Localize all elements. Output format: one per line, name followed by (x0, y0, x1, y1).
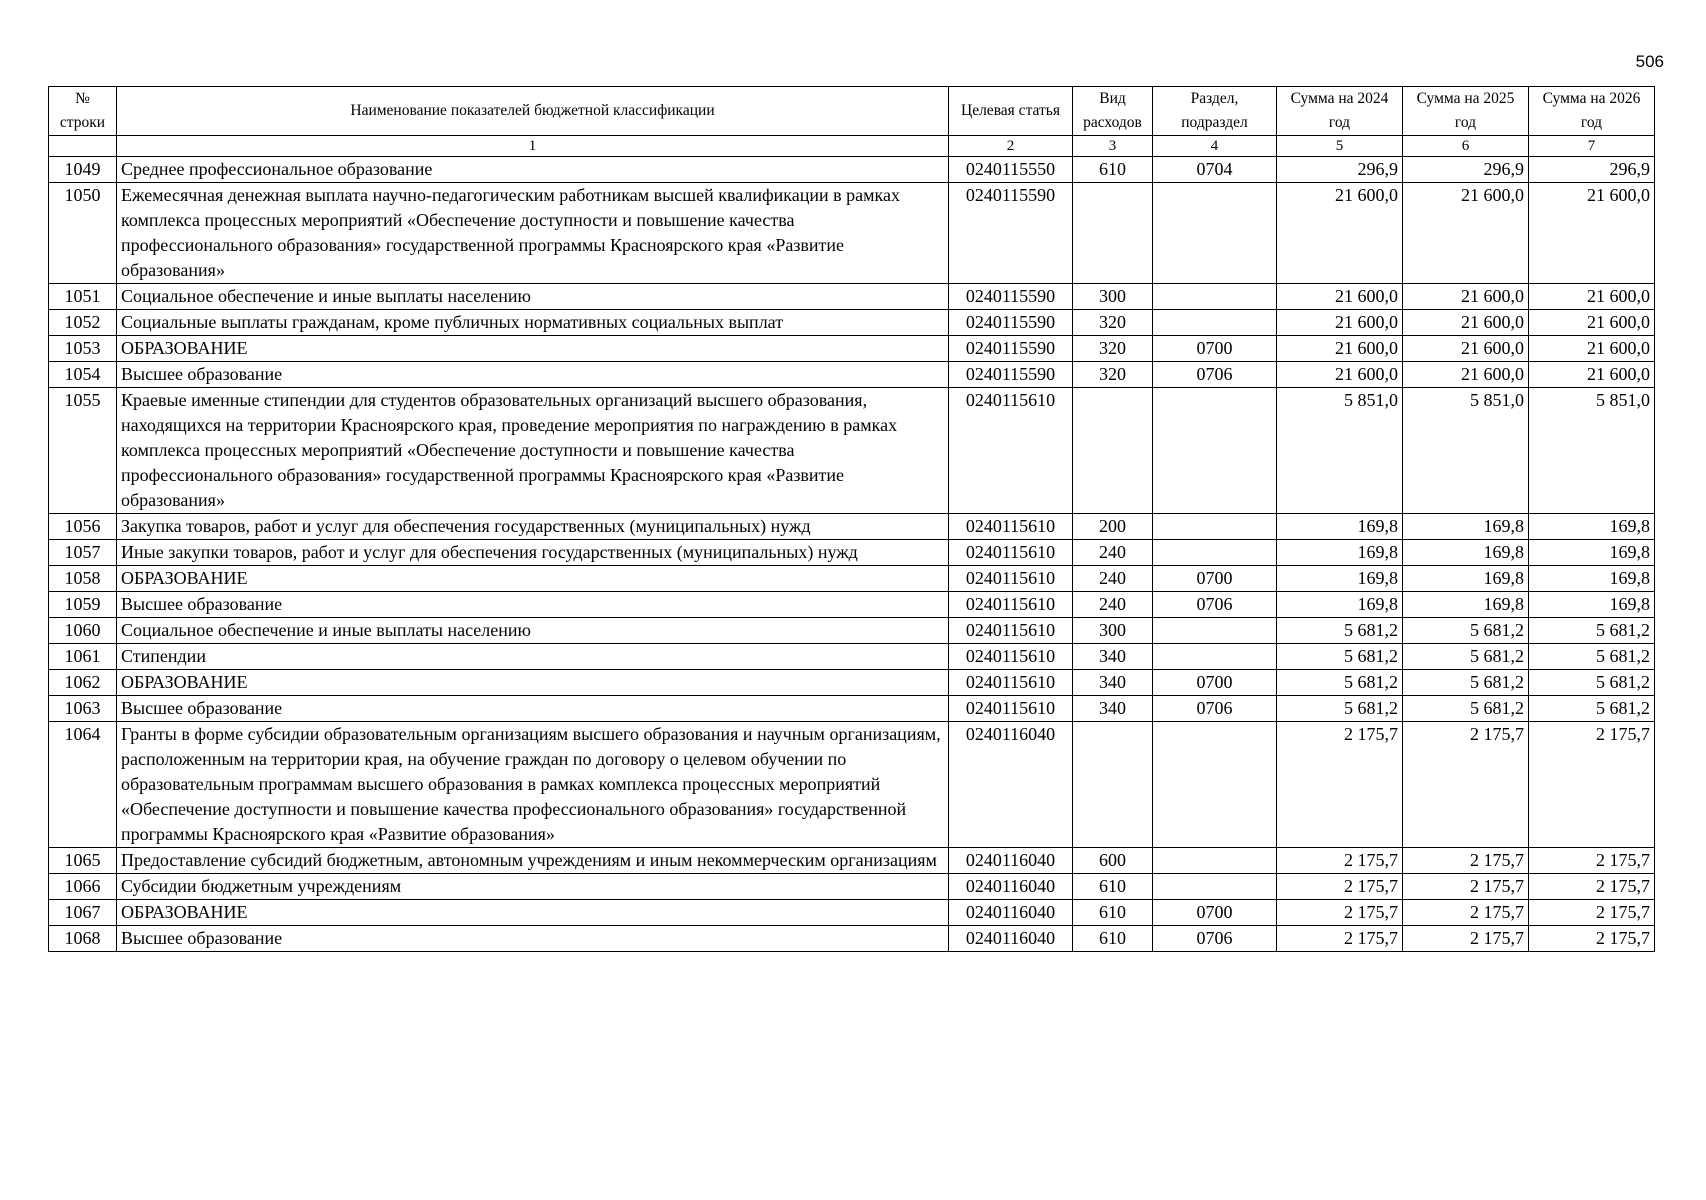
row-number: 1060 (49, 618, 117, 644)
sum-2024: 296,9 (1277, 157, 1403, 183)
column-number: 5 (1277, 136, 1403, 157)
sum-2024: 169,8 (1277, 566, 1403, 592)
section-code: 0700 (1153, 900, 1277, 926)
expense-type: 320 (1073, 310, 1153, 336)
section-code (1153, 722, 1277, 848)
table-row (49, 362, 1655, 388)
target-article: 0240115590 (949, 336, 1073, 362)
target-article: 0240115610 (949, 644, 1073, 670)
column-number: 1 (117, 136, 949, 157)
indicator-name: Субсидии бюджетным учреждениям (117, 874, 949, 900)
sum-2025: 5 681,2 (1403, 670, 1529, 696)
table-row (49, 183, 1655, 284)
indicator-name: Высшее образование (117, 592, 949, 618)
expense-type: 610 (1073, 157, 1153, 183)
sum-2024: 21 600,0 (1277, 183, 1403, 284)
sum-2026: 5 681,2 (1529, 670, 1655, 696)
table-row (49, 618, 1655, 644)
sum-2024: 21 600,0 (1277, 284, 1403, 310)
indicator-name: Высшее образование (117, 926, 949, 952)
table-header (49, 87, 1655, 157)
sum-2025: 21 600,0 (1403, 183, 1529, 284)
expense-type: 320 (1073, 362, 1153, 388)
row-number: 1051 (49, 284, 117, 310)
sum-2024: 2 175,7 (1277, 874, 1403, 900)
section-code: 0704 (1153, 157, 1277, 183)
header-name: Наименование показателей бюджетной классификации (117, 87, 949, 136)
sum-2025: 296,9 (1403, 157, 1529, 183)
indicator-name: Гранты в форме субсидии образовательным организациям высшего образования и научным организациям, расположенным на территории края, на обучение граждан по договору о целевом обучении по образовательным программам высшего образования в рамках комплекса процессных мероприятий «Обеспечение доступности и повышение качества профессионального образования» государственной программы Красноярского края «Развитие образования» (117, 722, 949, 848)
table-row (49, 926, 1655, 952)
section-code (1153, 514, 1277, 540)
sum-2026: 5 681,2 (1529, 644, 1655, 670)
sum-2024: 5 681,2 (1277, 670, 1403, 696)
target-article: 0240115610 (949, 540, 1073, 566)
row-number: 1057 (49, 540, 117, 566)
header-target-article: Целевая статья (949, 87, 1073, 136)
row-number: 1065 (49, 848, 117, 874)
sum-2025: 2 175,7 (1403, 900, 1529, 926)
section-code (1153, 644, 1277, 670)
indicator-name: ОБРАЗОВАНИЕ (117, 566, 949, 592)
table-row (49, 670, 1655, 696)
row-number: 1063 (49, 696, 117, 722)
sum-2024: 2 175,7 (1277, 926, 1403, 952)
sum-2026: 2 175,7 (1529, 874, 1655, 900)
target-article: 0240115610 (949, 592, 1073, 618)
sum-2025: 2 175,7 (1403, 874, 1529, 900)
expense-type: 610 (1073, 874, 1153, 900)
expense-type: 340 (1073, 644, 1153, 670)
row-number: 1061 (49, 644, 117, 670)
section-code: 0706 (1153, 592, 1277, 618)
sum-2026: 296,9 (1529, 157, 1655, 183)
expense-type: 340 (1073, 696, 1153, 722)
table-row (49, 540, 1655, 566)
table-row (49, 310, 1655, 336)
column-number: 3 (1073, 136, 1153, 157)
sum-2024: 21 600,0 (1277, 362, 1403, 388)
expense-type: 610 (1073, 926, 1153, 952)
table-row (49, 874, 1655, 900)
header-section: Раздел, подраздел (1153, 87, 1277, 136)
sum-2025: 169,8 (1403, 514, 1529, 540)
sum-2025: 21 600,0 (1403, 284, 1529, 310)
sum-2026: 169,8 (1529, 514, 1655, 540)
expense-type: 300 (1073, 618, 1153, 644)
section-code (1153, 388, 1277, 514)
sum-2026: 21 600,0 (1529, 183, 1655, 284)
expense-type (1073, 183, 1153, 284)
sum-2024: 169,8 (1277, 514, 1403, 540)
section-code: 0706 (1153, 696, 1277, 722)
expense-type: 200 (1073, 514, 1153, 540)
sum-2025: 2 175,7 (1403, 722, 1529, 848)
expense-type: 240 (1073, 540, 1153, 566)
header-expense-type: Вид расходов (1073, 87, 1153, 136)
sum-2024: 5 851,0 (1277, 388, 1403, 514)
column-number-row (49, 136, 1655, 157)
row-number: 1055 (49, 388, 117, 514)
section-code: 0706 (1153, 926, 1277, 952)
budget-table (48, 86, 1655, 952)
indicator-name: ОБРАЗОВАНИЕ (117, 336, 949, 362)
sum-2025: 21 600,0 (1403, 362, 1529, 388)
sum-2024: 5 681,2 (1277, 644, 1403, 670)
section-code: 0706 (1153, 362, 1277, 388)
sum-2024: 21 600,0 (1277, 336, 1403, 362)
indicator-name: ОБРАЗОВАНИЕ (117, 900, 949, 926)
expense-type: 240 (1073, 592, 1153, 618)
row-number: 1062 (49, 670, 117, 696)
indicator-name: Среднее профессиональное образование (117, 157, 949, 183)
sum-2026: 169,8 (1529, 592, 1655, 618)
section-code (1153, 310, 1277, 336)
sum-2024: 2 175,7 (1277, 722, 1403, 848)
table-row (49, 336, 1655, 362)
sum-2025: 2 175,7 (1403, 926, 1529, 952)
target-article: 0240116040 (949, 722, 1073, 848)
section-code: 0700 (1153, 566, 1277, 592)
table-row (49, 157, 1655, 183)
section-code (1153, 540, 1277, 566)
target-article: 0240116040 (949, 900, 1073, 926)
sum-2026: 5 681,2 (1529, 696, 1655, 722)
row-number: 1054 (49, 362, 117, 388)
indicator-name: Ежемесячная денежная выплата научно-педагогическим работникам высшей квалификации в рамках комплекса процессных мероприятий «Обеспечение доступности и повышение качества профессионального образования» государственной программы Красноярского края «Развитие образования» (117, 183, 949, 284)
sum-2025: 21 600,0 (1403, 336, 1529, 362)
row-number: 1068 (49, 926, 117, 952)
target-article: 0240115550 (949, 157, 1073, 183)
target-article: 0240115610 (949, 618, 1073, 644)
sum-2026: 169,8 (1529, 540, 1655, 566)
target-article: 0240116040 (949, 926, 1073, 952)
section-code (1153, 618, 1277, 644)
indicator-name: Социальное обеспечение и иные выплаты населению (117, 284, 949, 310)
sum-2026: 21 600,0 (1529, 336, 1655, 362)
sum-2026: 5 851,0 (1529, 388, 1655, 514)
column-number: 4 (1153, 136, 1277, 157)
expense-type (1073, 722, 1153, 848)
sum-2025: 5 681,2 (1403, 644, 1529, 670)
target-article: 0240115610 (949, 670, 1073, 696)
sum-2025: 21 600,0 (1403, 310, 1529, 336)
page-number: 506 (1635, 52, 1664, 71)
target-article: 0240116040 (949, 874, 1073, 900)
target-article: 0240115590 (949, 362, 1073, 388)
sum-2026: 21 600,0 (1529, 362, 1655, 388)
table-row (49, 388, 1655, 514)
section-code (1153, 874, 1277, 900)
table-row (49, 696, 1655, 722)
indicator-name: Высшее образование (117, 696, 949, 722)
header-sum-2026: Сумма на 2026 год (1529, 87, 1655, 136)
table-row (49, 848, 1655, 874)
section-code (1153, 183, 1277, 284)
row-number: 1050 (49, 183, 117, 284)
column-number: 7 (1529, 136, 1655, 157)
sum-2025: 5 681,2 (1403, 618, 1529, 644)
header-sum-2024: Сумма на 2024 год (1277, 87, 1403, 136)
sum-2025: 2 175,7 (1403, 848, 1529, 874)
header-sum-2025: Сумма на 2025 год (1403, 87, 1529, 136)
indicator-name: Социальные выплаты гражданам, кроме публичных нормативных социальных выплат (117, 310, 949, 336)
expense-type: 240 (1073, 566, 1153, 592)
row-number: 1059 (49, 592, 117, 618)
row-number: 1056 (49, 514, 117, 540)
expense-type: 300 (1073, 284, 1153, 310)
section-code: 0700 (1153, 336, 1277, 362)
expense-type (1073, 388, 1153, 514)
table-row (49, 284, 1655, 310)
indicator-name: Высшее образование (117, 362, 949, 388)
sum-2024: 2 175,7 (1277, 848, 1403, 874)
expense-type: 320 (1073, 336, 1153, 362)
indicator-name: Социальное обеспечение и иные выплаты населению (117, 618, 949, 644)
sum-2025: 169,8 (1403, 592, 1529, 618)
indicator-name: Иные закупки товаров, работ и услуг для обеспечения государственных (муниципальных) нужд (117, 540, 949, 566)
row-number: 1064 (49, 722, 117, 848)
section-code (1153, 284, 1277, 310)
table-body (49, 157, 1655, 952)
indicator-name: Закупка товаров, работ и услуг для обеспечения государственных (муниципальных) нужд (117, 514, 949, 540)
table-row (49, 722, 1655, 848)
sum-2025: 5 851,0 (1403, 388, 1529, 514)
target-article: 0240115610 (949, 696, 1073, 722)
column-number (49, 136, 117, 157)
table-row (49, 592, 1655, 618)
expense-type: 610 (1073, 900, 1153, 926)
expense-type: 340 (1073, 670, 1153, 696)
target-article: 0240115590 (949, 284, 1073, 310)
sum-2026: 21 600,0 (1529, 284, 1655, 310)
target-article: 0240116040 (949, 848, 1073, 874)
column-number: 6 (1403, 136, 1529, 157)
sum-2026: 169,8 (1529, 566, 1655, 592)
table-row (49, 514, 1655, 540)
indicator-name: Краевые именные стипендии для студентов образовательных организаций высшего образования, находящихся на территории Красноярского края, проведение мероприятия по награждению в рамках комплекса процессных мероприятий «Обеспечение доступности и повышение качества профессионального образования» государственной программы Красноярского края «Развитие образования» (117, 388, 949, 514)
table-row (49, 566, 1655, 592)
sum-2024: 5 681,2 (1277, 618, 1403, 644)
sum-2026: 2 175,7 (1529, 900, 1655, 926)
row-number: 1058 (49, 566, 117, 592)
row-number: 1049 (49, 157, 117, 183)
row-number: 1067 (49, 900, 117, 926)
target-article: 0240115590 (949, 310, 1073, 336)
indicator-name: Предоставление субсидий бюджетным, автономным учреждениям и иным некоммерческим организациям (117, 848, 949, 874)
table-row (49, 644, 1655, 670)
sum-2026: 2 175,7 (1529, 848, 1655, 874)
sum-2024: 5 681,2 (1277, 696, 1403, 722)
expense-type: 600 (1073, 848, 1153, 874)
target-article: 0240115610 (949, 388, 1073, 514)
sum-2026: 21 600,0 (1529, 310, 1655, 336)
indicator-name: ОБРАЗОВАНИЕ (117, 670, 949, 696)
row-number: 1066 (49, 874, 117, 900)
sum-2026: 5 681,2 (1529, 618, 1655, 644)
sum-2024: 21 600,0 (1277, 310, 1403, 336)
column-number: 2 (949, 136, 1073, 157)
header-row-number: № строки (49, 87, 117, 136)
section-code (1153, 848, 1277, 874)
target-article: 0240115610 (949, 514, 1073, 540)
sum-2026: 2 175,7 (1529, 722, 1655, 848)
table-row (49, 900, 1655, 926)
indicator-name: Стипендии (117, 644, 949, 670)
row-number: 1053 (49, 336, 117, 362)
sum-2025: 169,8 (1403, 540, 1529, 566)
sum-2026: 2 175,7 (1529, 926, 1655, 952)
target-article: 0240115590 (949, 183, 1073, 284)
sum-2025: 169,8 (1403, 566, 1529, 592)
row-number: 1052 (49, 310, 117, 336)
sum-2024: 169,8 (1277, 540, 1403, 566)
section-code: 0700 (1153, 670, 1277, 696)
sum-2024: 2 175,7 (1277, 900, 1403, 926)
sum-2024: 169,8 (1277, 592, 1403, 618)
target-article: 0240115610 (949, 566, 1073, 592)
sum-2025: 5 681,2 (1403, 696, 1529, 722)
